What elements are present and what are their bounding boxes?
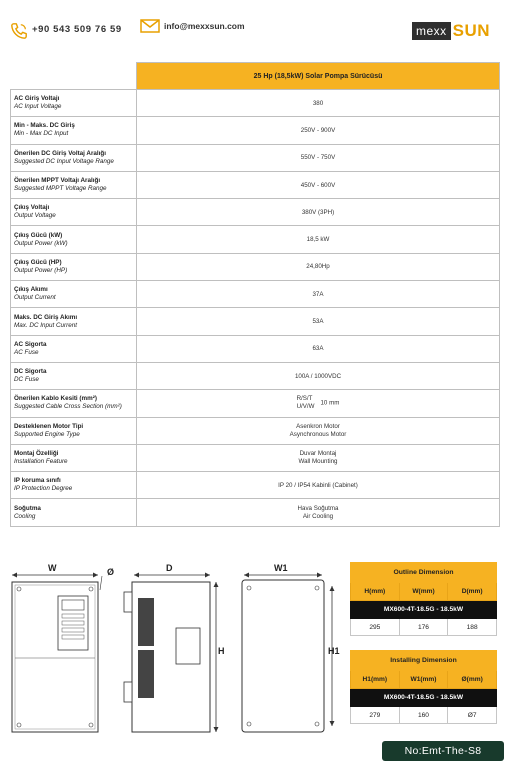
spec-value: 63A — [137, 335, 500, 362]
spec-label-tr: Önerilen Kablo Kesiti (mm²) — [14, 395, 97, 403]
spec-label-en: Cooling — [14, 512, 36, 520]
spec-value: 53A — [137, 308, 500, 335]
installing-dimension-table — [350, 650, 497, 724]
spec-row — [11, 472, 500, 499]
outline-value: 188 — [448, 619, 497, 636]
back-view-drawing — [236, 562, 346, 734]
installing-header: Ø(mm) — [448, 671, 497, 689]
installing-value: Ø7 — [448, 707, 497, 724]
logo-text-right: SUN — [452, 21, 491, 40]
outline-header: W(mm) — [399, 583, 448, 601]
installing-value: 279 — [351, 707, 400, 724]
spec-label-tr: Desteklenen Motor Tipi — [14, 422, 84, 430]
installing-header: H1(mm) — [351, 671, 400, 689]
spec-label-en: Output Power (HP) — [14, 266, 68, 274]
spec-row — [11, 144, 500, 171]
spec-table — [10, 62, 500, 527]
outline-header: H(mm) — [351, 583, 400, 601]
outline-header: D(mm) — [448, 583, 497, 601]
spec-row — [11, 308, 500, 335]
spec-row — [11, 281, 500, 308]
installing-title: Installing Dimension — [351, 651, 497, 671]
logo-text-left: mexx — [412, 22, 451, 40]
spec-title: 25 Hp (18,5kW) Solar Pompa Sürücüsü — [137, 63, 500, 90]
spec-label-en: Suggested DC Input Voltage Range — [14, 157, 114, 165]
spec-label-tr: Çıkış Akımı — [14, 286, 48, 294]
cable-size: 10 mm — [320, 400, 340, 408]
spec-label-en: AC Fuse — [14, 348, 39, 356]
phone-icon — [10, 22, 28, 40]
front-view-drawing — [6, 562, 124, 734]
dim-label-d: D — [166, 563, 173, 573]
spec-value-2: Air Cooling — [302, 512, 334, 520]
spec-label-en: Suggested Cable Cross Section (mm²) — [14, 403, 122, 411]
spec-label-tr: Soğutma — [14, 504, 41, 512]
spec-value: 550V - 750V — [137, 144, 500, 171]
cable-uvw-label: U/V/W — [296, 403, 315, 411]
spec-row — [11, 417, 500, 444]
spec-row — [11, 444, 500, 471]
spec-label-tr: IP koruma sınıfı — [14, 477, 61, 485]
spec-value: 250V - 900V — [137, 117, 500, 144]
spec-label-en: DC Fuse — [14, 376, 39, 384]
spec-label-en: Installation Feature — [14, 458, 68, 465]
spec-table-header-row — [11, 63, 500, 90]
page-header — [0, 0, 510, 56]
outline-model: MX600-4T-18.5G - 18.5kW — [351, 601, 497, 619]
spec-label-tr: Min - Maks. DC Giriş — [14, 122, 75, 130]
spec-row — [11, 226, 500, 253]
spec-label-en: Supported Engine Type — [14, 430, 80, 438]
spec-row — [11, 199, 500, 226]
spec-row — [11, 362, 500, 389]
mail-icon — [140, 19, 160, 33]
spec-label-en: Min - Max DC Input — [14, 130, 69, 138]
phone-number[interactable]: +90 543 509 76 59 — [32, 24, 122, 35]
side-view-drawing — [118, 562, 225, 734]
spec-value: Hava Soğutma — [297, 504, 339, 512]
spec-label-tr: Çıkış Voltajı — [14, 204, 50, 212]
spec-label-tr: Maks. DC Giriş Akımı — [14, 313, 78, 321]
spec-value-2: Wall Mounting — [298, 458, 338, 465]
spec-label-tr: DC Sigorta — [14, 368, 47, 376]
installing-model: MX600-4T-18.5G - 18.5kW — [351, 689, 497, 707]
cable-rst-label: R/S/T — [296, 395, 313, 403]
spec-row — [11, 117, 500, 144]
spec-row — [11, 499, 500, 526]
spec-label-en: Output Power (kW) — [14, 239, 68, 247]
spec-value: IP 20 / IP54 Kabinli (Cabinet) — [137, 472, 500, 499]
spec-value: 24,80Hp — [137, 253, 500, 280]
installing-header: W1(mm) — [399, 671, 448, 689]
spec-row — [11, 171, 500, 198]
spec-label-tr: AC Giriş Voltajı — [14, 95, 60, 103]
dim-label-hole: Ø — [107, 567, 115, 577]
brand-logo — [412, 22, 490, 40]
spec-label-tr: AC Sigorta — [14, 340, 47, 348]
spec-label-tr: Önerilen DC Giriş Voltaj Aralığı — [14, 149, 107, 157]
spec-row — [11, 253, 500, 280]
spec-value: 380V (3PH) — [137, 199, 500, 226]
spec-label-en: Output Current — [14, 294, 56, 302]
spec-row — [11, 390, 500, 417]
spec-label-en: IP Protection Degree — [14, 485, 73, 493]
dim-label-w: W — [48, 563, 57, 573]
spec-label-en: Output Voltage — [14, 212, 56, 220]
spec-value: Asenkron Motor — [296, 422, 340, 430]
spec-label-en: Max. DC Input Current — [14, 321, 77, 329]
spec-value: 450V - 600V — [137, 171, 500, 198]
spec-label-en: Suggested MPPT Voltage Range — [14, 185, 107, 193]
spec-value: 37A — [137, 281, 500, 308]
dim-label-w1: W1 — [274, 563, 288, 573]
outline-value: 295 — [351, 619, 400, 636]
spec-value-2: Asynchronous Motor — [289, 430, 347, 438]
document-number-badge: No:Emt-The-S8 — [382, 741, 504, 761]
email-link[interactable]: info@mexxsun.com — [164, 21, 245, 31]
spec-value: 100A / 1000VDC — [137, 362, 500, 389]
outline-title: Outline Dimension — [351, 563, 497, 583]
spec-value: Duvar Montaj — [299, 450, 337, 457]
spec-row — [11, 335, 500, 362]
spec-value-cable — [137, 390, 500, 417]
spec-label-tr: Çıkış Gücü (kW) — [14, 231, 63, 239]
spec-row — [11, 90, 500, 117]
installing-value: 160 — [399, 707, 448, 724]
spec-label-tr: Önerilen MPPT Voltajı Aralığı — [14, 177, 101, 185]
spec-label-tr: Çıkış Gücü (HP) — [14, 258, 62, 266]
outline-dimension-table — [350, 562, 497, 636]
spec-label-en: AC Input Voltage — [14, 103, 62, 111]
dim-label-h1: H1 — [328, 646, 340, 656]
spec-value: 18,5 kW — [137, 226, 500, 253]
spec-value: 380 — [137, 90, 500, 117]
dim-label-h: H — [218, 646, 225, 656]
outline-value: 176 — [399, 619, 448, 636]
spec-label-tr: Montaj Özelliği — [14, 450, 59, 457]
